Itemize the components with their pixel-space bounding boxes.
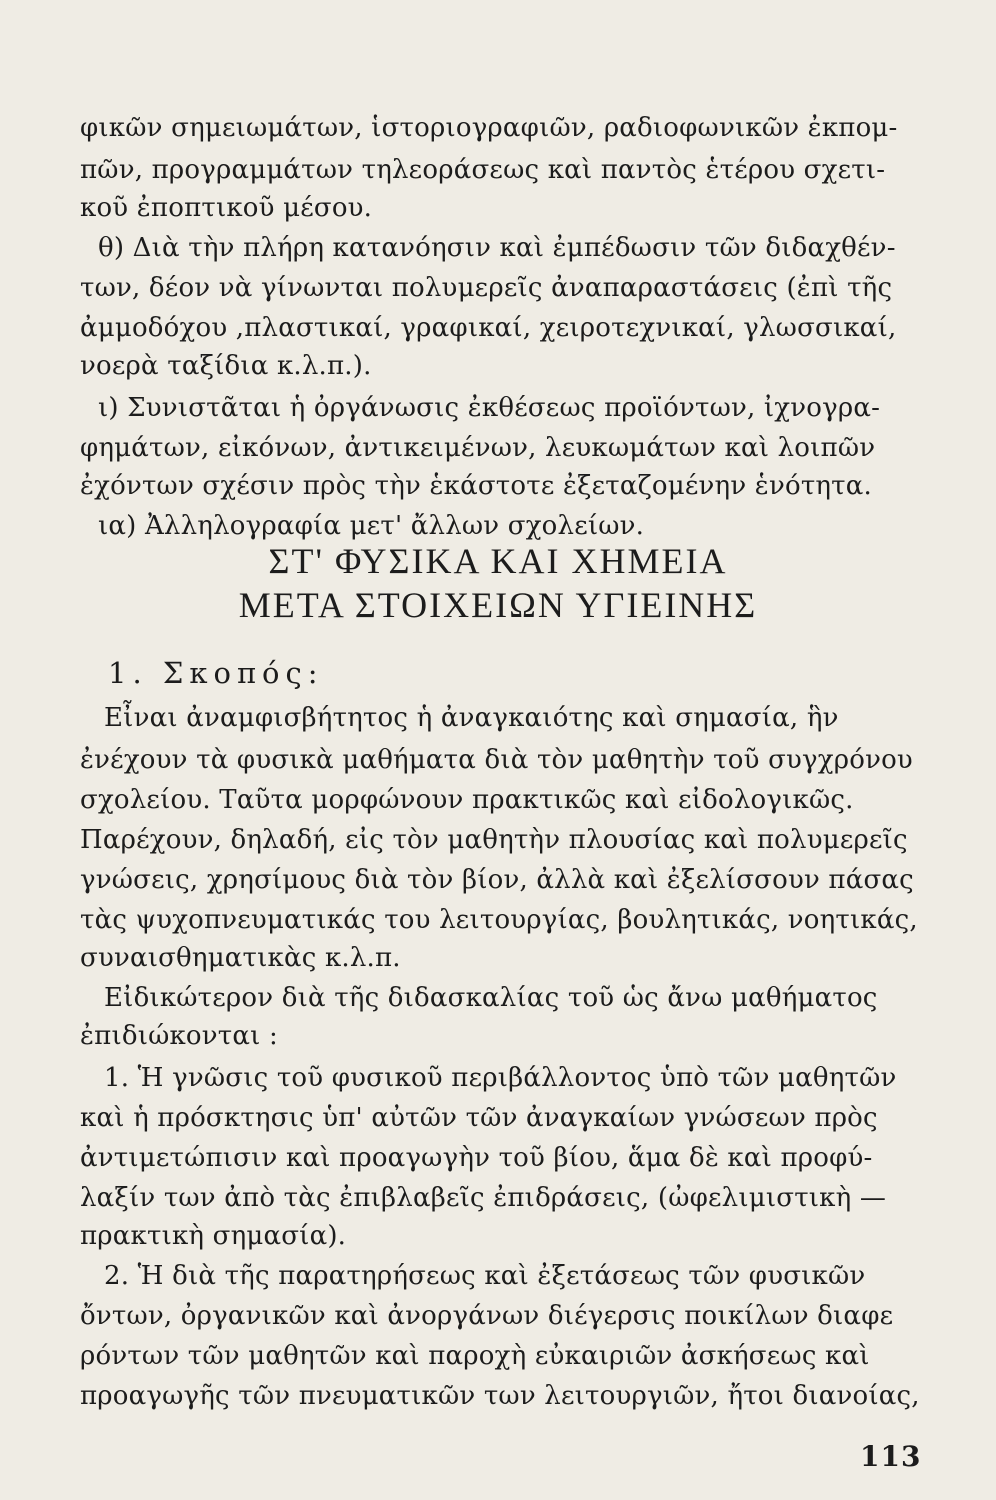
section-heading-line-1: ΣΤ' ΦΥΣΙΚΑ ΚΑΙ ΧΗΜΕΙΑ <box>268 541 728 581</box>
text-line: ια) Ἀλληλογραφία μετ' ἄλλων σχολείων. <box>98 511 645 541</box>
text-line: 1. Ἡ γνῶσις τοῦ φυσικοῦ περιβάλλοντος ὑπὸ τῶν μαθητῶν <box>104 1063 897 1093</box>
text-line: Παρέχουν, δηλαδή, εἰς τὸν μαθητὴν πλουσίας καὶ πολυμερεῖς <box>80 825 908 855</box>
text-line: λαξίν των ἀπὸ τὰς ἐπιβλαβεῖς ἐπιδράσεις, (ὠφελιμιστικὴ — <box>80 1183 887 1213</box>
text-line: Εἶναι ἀναμφισβήτητος ἡ ἀναγκαιότης καὶ σημασία, ἣν <box>104 703 839 733</box>
text-line: τὰς ψυχοπνευματικάς του λειτουργίας, βουλητικάς, νοητικάς, <box>80 905 918 935</box>
text-line: 2. Ἡ διὰ τῆς παρατηρήσεως καὶ ἐξετάσεως τῶν φυσικῶν <box>104 1261 866 1291</box>
text-line: θ) Διὰ τὴν πλήρη κατανόησιν καὶ ἐμπέδωσιν τῶν διδαχθέν- <box>98 233 896 263</box>
text-line: προαγωγῆς τῶν πνευματικῶν των λειτουργιῶν, ἤτοι διανοίας, <box>80 1381 920 1411</box>
section-heading-line-2: ΜΕΤΑ ΣΤΟΙΧΕΙΩΝ ΥΓΙΕΙΝΗΣ <box>238 585 758 625</box>
text-line: ἀμμοδόχου ,πλαστικαί, γραφικαί, χειροτεχνικαί, γλωσσικαί, <box>80 313 897 343</box>
text-line: ὄντων, ὀργανικῶν καὶ ἀνοργάνων διέγερσις ποικίλων διαφε <box>80 1301 894 1331</box>
text-line: ἐχόντων σχέσιν πρὸς τὴν ἑκάστοτε ἐξεταζομένην ἑνότητα. <box>80 471 872 501</box>
text-line: νοερὰ ταξίδια κ.λ.π.). <box>80 351 372 381</box>
page-number: 113 <box>860 1440 922 1473</box>
text-line: σχολείου. Ταῦτα μορφώνουν πρακτικῶς καὶ εἰδολογικῶς. <box>80 785 854 815</box>
text-line: ρόντων τῶν μαθητῶν καὶ παροχὴ εὐκαιριῶν ἀσκήσεως καὶ <box>80 1341 870 1371</box>
text-line: καὶ ἡ πρόσκτησις ὑπ' αὐτῶν τῶν ἀναγκαίων γνώσεων πρὸς <box>80 1103 878 1133</box>
text-line: Εἰδικώτερον διὰ τῆς διδασκαλίας τοῦ ὡς ἄνω μαθήματος <box>104 983 878 1013</box>
text-line: των, δέον νὰ γίνωνται πολυμερεῖς ἀναπαραστάσεις (ἐπὶ τῆς <box>80 273 893 303</box>
text-line: πρακτικὴ σημασία). <box>80 1221 347 1251</box>
text-line: πῶν, προγραμμάτων τηλεοράσεως καὶ παντὸς ἑτέρου σχετι- <box>80 155 886 185</box>
text-line: ἐπιδιώκονται : <box>80 1021 278 1051</box>
text-line: ἐνέχουν τὰ φυσικὰ μαθήματα διὰ τὸν μαθητὴν τοῦ συγχρόνου <box>80 745 913 775</box>
text-line: φημάτων, εἰκόνων, ἀντικειμένων, λευκωμάτων καὶ λοιπῶν <box>80 433 876 463</box>
text-line: ι) Συνιστᾶται ἡ ὀργάνωσις ἐκθέσεως προϊόντων, ἰχνογρα- <box>98 393 881 423</box>
text-line: ἀντιμετώπισιν καὶ προαγωγὴν τοῦ βίου, ἅμα δὲ καὶ προφύ- <box>80 1143 873 1173</box>
text-line: συναισθηματικὰς κ.λ.π. <box>80 943 401 973</box>
text-line: φικῶν σημειωμάτων, ἱστοριογραφιῶν, ραδιοφωνικῶν ἐκπομ- <box>80 113 898 143</box>
text-line: γνώσεις, χρησίμους διὰ τὸν βίον, ἀλλὰ καὶ ἐξελίσσουν πάσας <box>80 865 914 895</box>
subheading: 1. Σκοπός: <box>108 656 324 690</box>
text-line: κοῦ ἐποπτικοῦ μέσου. <box>80 193 373 223</box>
